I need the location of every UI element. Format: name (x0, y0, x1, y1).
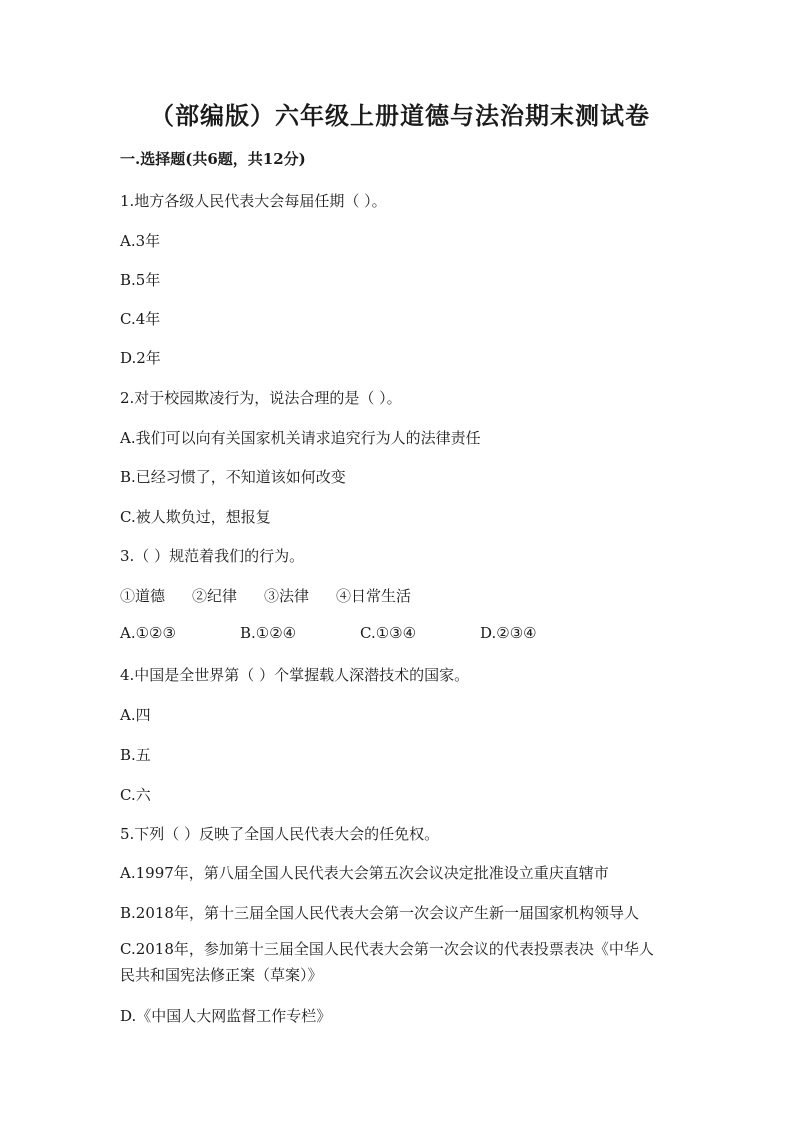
question-3-item-1: ①道德 (120, 587, 166, 605)
question-3-options (120, 624, 537, 642)
question-2-option-a: A.我们可以向有关国家机关请求追究行为人的法律责任 (120, 429, 481, 447)
question-5-option-b: B.2018年，第十三届全国人民代表大会第一次会议产生新一届国家机构领导人 (120, 904, 639, 922)
question-3-item-2: ②纪律 (192, 587, 238, 605)
exam-title: （部编版）六年级上册道德与法治期末测试卷 (150, 101, 650, 130)
question-4-option-a: A.四 (120, 706, 151, 724)
question-3-option-b: B.①②④ (240, 624, 297, 642)
question-1-option-a: A.3年 (120, 232, 161, 250)
question-3-option-c: C.①③④ (360, 624, 417, 642)
question-1-option-c: C.4年 (120, 310, 161, 328)
question-3-item-3: ③法律 (264, 587, 310, 605)
question-4-option-c: C.六 (120, 786, 151, 804)
question-3-option-d: D.②③④ (480, 624, 537, 642)
question-3-stem: 3.（ ）规范着我们的行为。 (120, 547, 305, 565)
question-4-option-b: B.五 (120, 746, 151, 764)
question-1-option-d: D.2年 (120, 349, 161, 367)
question-5-option-c: C.2018年，参加第十三届全国人民代表大会第一次会议的代表投票表决《中华人民共和国宪法修正案（草案）》 (120, 940, 654, 984)
question-5-stem: 5.下列（ ）反映了全国人民代表大会的任免权。 (120, 825, 440, 843)
question-2-option-c: C.被人欺负过，想报复 (120, 508, 271, 526)
section-heading: 一.选择题(共6题，共12分) (120, 150, 306, 168)
question-3-items (120, 585, 411, 606)
question-5-option-a: A.1997年，第八届全国人民代表大会第五次会议决定批准设立重庆直辖市 (120, 864, 609, 882)
question-1-option-b: B.5年 (120, 271, 161, 289)
question-2-option-b: B.已经习惯了，不知道该如何改变 (120, 468, 346, 486)
question-3-item-4: ④日常生活 (336, 587, 412, 605)
question-2-stem: 2.对于校园欺凌行为，说法合理的是（ ）。 (120, 389, 402, 407)
question-4-stem: 4.中国是全世界第（ ）个掌握载人深潜技术的国家。 (120, 666, 470, 684)
question-1-stem: 1.地方各级人民代表大会每届任期（ ）。 (120, 192, 387, 210)
question-5-option-d: D.《中国人大网监督工作专栏》 (120, 1007, 332, 1025)
question-3-option-a: A.①②③ (120, 624, 176, 642)
